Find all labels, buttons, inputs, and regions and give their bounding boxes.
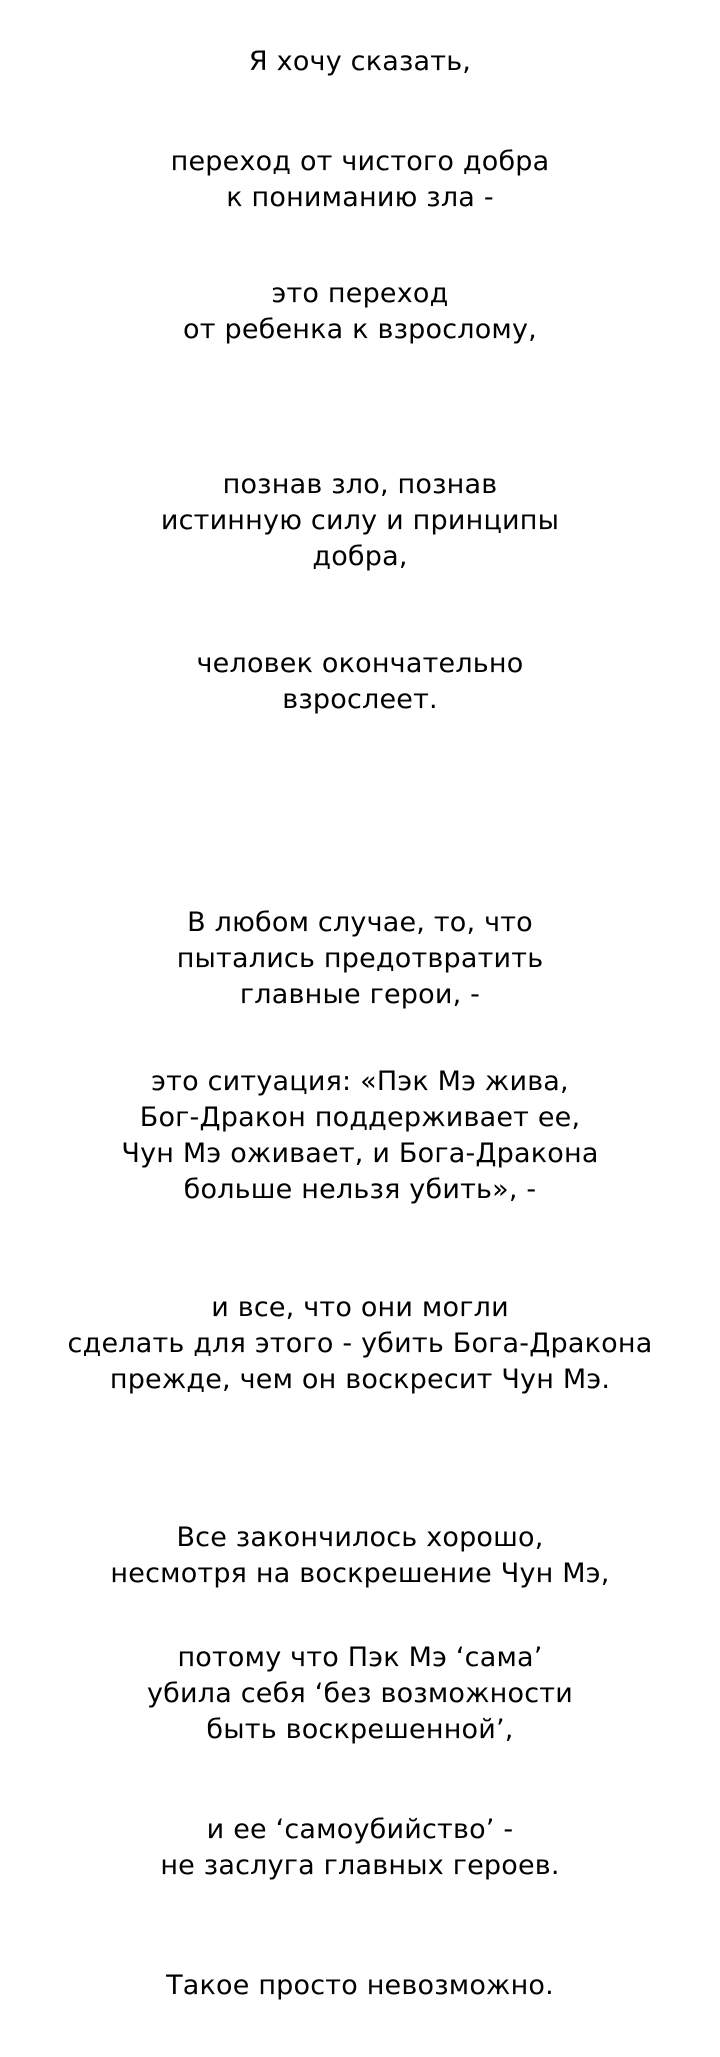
text-line: Я хочу сказать, — [248, 46, 472, 77]
text-line: сделать для этого - убить Бога-Дракона — [67, 1328, 653, 1359]
text-line: человек окончательно — [196, 648, 524, 679]
text-block-8 — [0, 1290, 720, 1398]
text-line: потому что Пэк Мэ ‘сама’ — [177, 1642, 543, 1673]
text-line: взрослеет. — [282, 684, 438, 715]
text-line: Бог-Дракон поддерживает ее, — [139, 1102, 581, 1133]
text-line: не заслуга главных героев. — [160, 1850, 560, 1881]
text-line: В любом случае, то, что — [187, 907, 533, 938]
text-line: переход от чистого добра — [170, 146, 550, 177]
text-block-12 — [0, 1968, 720, 2004]
text-line: Чун Мэ оживает, и Бога-Дракона — [121, 1138, 599, 1169]
text-line: истинную силу и принципы — [160, 505, 560, 536]
text-block-2 — [0, 144, 720, 216]
text-line: к пониманию зла - — [226, 182, 494, 213]
text-block-3 — [0, 276, 720, 348]
text-line: и ее ‘самоубийство’ - — [206, 1814, 514, 1845]
text-line: несмотря на воскрешение Чун Мэ, — [110, 1558, 610, 1589]
text-line: это переход — [271, 278, 449, 309]
text-line: больше нельзя убить», - — [183, 1174, 537, 1205]
text-block-5 — [0, 646, 720, 718]
text-block-4 — [0, 467, 720, 575]
text-block-10 — [0, 1640, 720, 1748]
text-line: от ребенка к взрослому, — [183, 314, 537, 345]
text-block-1 — [0, 44, 720, 80]
text-line: и все, что они могли — [211, 1292, 509, 1323]
text-block-6 — [0, 905, 720, 1013]
text-line: убила себя ‘без возможности — [147, 1678, 573, 1709]
text-line: прежде, чем он воскресит Чун Мэ. — [109, 1364, 611, 1395]
text-line: главные герои, - — [239, 979, 481, 1010]
text-line: пытались предотвратить — [176, 943, 544, 974]
text-line: это ситуация: «Пэк Мэ жива, — [151, 1066, 569, 1097]
text-line: Такое просто невозможно. — [166, 1970, 554, 2001]
text-line: быть воскрешенной’, — [206, 1714, 514, 1745]
text-block-9 — [0, 1520, 720, 1592]
text-line: добра, — [312, 541, 408, 572]
text-block-11 — [0, 1812, 720, 1884]
text-block-7 — [0, 1064, 720, 1208]
text-line: познав зло, познав — [222, 469, 498, 500]
text-line: Все закончилось хорошо, — [176, 1522, 544, 1553]
